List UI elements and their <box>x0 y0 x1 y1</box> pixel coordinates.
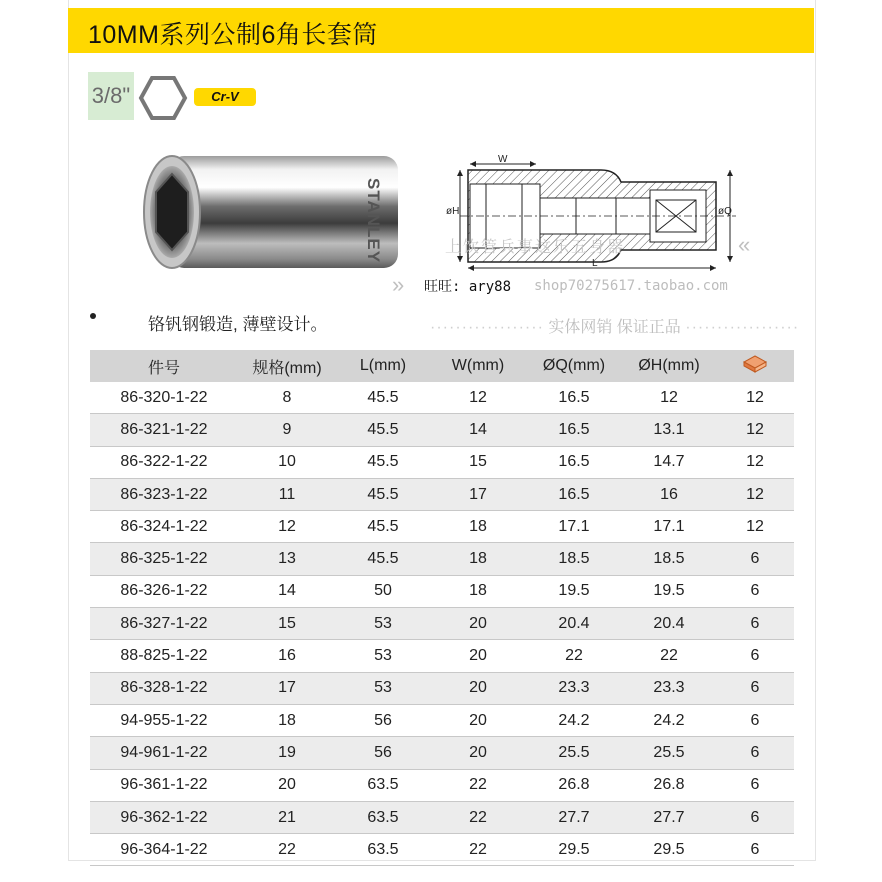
col-header-size: 规格(mm) <box>238 350 336 382</box>
table-cell: 20 <box>430 737 526 769</box>
table-cell: 86-323-1-22 <box>90 478 238 510</box>
table-cell: 86-322-1-22 <box>90 446 238 478</box>
table-cell: 12 <box>716 446 794 478</box>
table-cell: 18.5 <box>622 543 716 575</box>
table-cell: 12 <box>622 382 716 414</box>
table-cell: 16 <box>622 478 716 510</box>
table-cell: 96-362-1-22 <box>90 801 238 833</box>
table-cell: 56 <box>336 737 430 769</box>
diagram-label-w: W <box>498 154 508 165</box>
table-cell: 23.3 <box>622 672 716 704</box>
table-cell: 17 <box>238 672 336 704</box>
table-row <box>90 769 794 801</box>
table-row <box>90 834 794 866</box>
table-cell: 6 <box>716 640 794 672</box>
table-cell: 19.5 <box>622 575 716 607</box>
table-cell: 6 <box>716 704 794 736</box>
table-cell: 29.5 <box>622 834 716 866</box>
table-cell: 13 <box>238 543 336 575</box>
table-row <box>90 414 794 446</box>
watermark-slogan: 实体网销 保证正品 <box>548 319 681 336</box>
table-cell: 15 <box>238 608 336 640</box>
table-cell: 6 <box>716 769 794 801</box>
table-cell: 45.5 <box>336 414 430 446</box>
table-cell: 20 <box>430 704 526 736</box>
table-cell: 18.5 <box>526 543 622 575</box>
table-cell: 20.4 <box>622 608 716 640</box>
table-row <box>90 382 794 414</box>
table-cell: 86-327-1-22 <box>90 608 238 640</box>
table-row <box>90 801 794 833</box>
table-cell: 16.5 <box>526 446 622 478</box>
table-cell: 29.5 <box>526 834 622 866</box>
table-cell: 86-324-1-22 <box>90 511 238 543</box>
table-cell: 45.5 <box>336 543 430 575</box>
table-row <box>90 640 794 672</box>
table-cell: 14.7 <box>622 446 716 478</box>
spec-table <box>90 350 794 866</box>
col-header-width: W(mm) <box>430 350 526 382</box>
drive-size-badge: 3/8" <box>88 72 134 120</box>
table-cell: 63.5 <box>336 769 430 801</box>
table-cell: 6 <box>716 575 794 607</box>
dimension-diagram <box>446 154 746 278</box>
dotted-divider-left: ·················· <box>430 319 544 336</box>
diagram-label-l: L <box>592 258 598 269</box>
table-row <box>90 446 794 478</box>
table-cell: 22 <box>430 801 526 833</box>
wangwang-id: 旺旺: ary88 <box>424 279 512 295</box>
table-row <box>90 575 794 607</box>
table-cell: 20 <box>430 608 526 640</box>
table-cell: 24.2 <box>526 704 622 736</box>
dotted-divider-right: ·················· <box>685 319 800 336</box>
table-body <box>90 382 794 866</box>
table-cell: 22 <box>430 769 526 801</box>
hexagon-icon <box>138 74 188 122</box>
table-row <box>90 543 794 575</box>
socket-photo <box>140 148 410 274</box>
table-cell: 16 <box>238 640 336 672</box>
table-cell: 20 <box>238 769 336 801</box>
table-cell: 20.4 <box>526 608 622 640</box>
table-cell: 26.8 <box>622 769 716 801</box>
col-header-q: ØQ(mm) <box>526 350 622 382</box>
diagram-label-q: øQ <box>718 206 732 217</box>
table-cell: 45.5 <box>336 478 430 510</box>
title-bar <box>68 8 814 53</box>
table-cell: 86-326-1-22 <box>90 575 238 607</box>
table-cell: 86-328-1-22 <box>90 672 238 704</box>
table-cell: 94-955-1-22 <box>90 704 238 736</box>
table-row <box>90 608 794 640</box>
feature-text: 铬钒钢锻造, 薄壁设计。 <box>148 315 328 334</box>
table-cell: 86-321-1-22 <box>90 414 238 446</box>
bullet-icon <box>90 313 96 319</box>
table-cell: 6 <box>716 608 794 640</box>
table-cell: 8 <box>238 382 336 414</box>
table-cell: 18 <box>430 511 526 543</box>
table-cell: 12 <box>430 382 526 414</box>
table-cell: 16.5 <box>526 478 622 510</box>
table-cell: 25.5 <box>622 737 716 769</box>
table-cell: 14 <box>430 414 526 446</box>
table-cell: 22 <box>430 834 526 866</box>
table-row <box>90 511 794 543</box>
table-cell: 12 <box>238 511 336 543</box>
chevron-right-icon: » <box>392 272 405 297</box>
table-cell: 6 <box>716 543 794 575</box>
table-cell: 53 <box>336 608 430 640</box>
table-cell: 53 <box>336 640 430 672</box>
table-cell: 19 <box>238 737 336 769</box>
table-cell: 12 <box>716 382 794 414</box>
table-cell: 14 <box>238 575 336 607</box>
table-cell: 6 <box>716 737 794 769</box>
table-cell: 20 <box>430 672 526 704</box>
table-cell: 17.1 <box>622 511 716 543</box>
table-cell: 20 <box>430 640 526 672</box>
watermark-line-1: 上饮管兵事这乐五身器 <box>445 239 626 256</box>
table-cell: 25.5 <box>526 737 622 769</box>
table-cell: 11 <box>238 478 336 510</box>
table-cell: 63.5 <box>336 801 430 833</box>
table-cell: 45.5 <box>336 382 430 414</box>
col-header-h: ØH(mm) <box>622 350 716 382</box>
table-cell: 27.7 <box>526 801 622 833</box>
chevron-left-icon: « <box>738 232 751 257</box>
table-cell: 22 <box>526 640 622 672</box>
table-cell: 21 <box>238 801 336 833</box>
table-cell: 17 <box>430 478 526 510</box>
col-header-package <box>716 350 794 382</box>
table-cell: 12 <box>716 511 794 543</box>
watermark-line-2 <box>430 314 799 337</box>
table-row <box>90 704 794 736</box>
table-cell: 12 <box>716 414 794 446</box>
table-cell: 18 <box>430 543 526 575</box>
material-badge: Cr-V <box>194 88 256 106</box>
table-row <box>90 737 794 769</box>
table-cell: 24.2 <box>622 704 716 736</box>
table-cell: 27.7 <box>622 801 716 833</box>
table-cell: 19.5 <box>526 575 622 607</box>
table-row <box>90 672 794 704</box>
table-header-row <box>90 350 794 382</box>
table-cell: 18 <box>430 575 526 607</box>
shop-url: shop70275617.taobao.com <box>534 278 728 294</box>
col-header-length: L(mm) <box>336 350 430 382</box>
diagram-label-h: øH <box>446 206 460 217</box>
brand-engraving: STANLEY <box>364 178 383 264</box>
table-cell: 94-961-1-22 <box>90 737 238 769</box>
table-cell: 13.1 <box>622 414 716 446</box>
page-title: 10MM系列公制6角长套筒 <box>88 21 378 49</box>
table-row <box>90 478 794 510</box>
table-cell: 45.5 <box>336 511 430 543</box>
table-cell: 56 <box>336 704 430 736</box>
table-cell: 22 <box>622 640 716 672</box>
table-cell: 23.3 <box>526 672 622 704</box>
table-cell: 86-320-1-22 <box>90 382 238 414</box>
table-cell: 16.5 <box>526 414 622 446</box>
table-cell: 6 <box>716 672 794 704</box>
table-cell: 96-364-1-22 <box>90 834 238 866</box>
table-cell: 96-361-1-22 <box>90 769 238 801</box>
table-cell: 10 <box>238 446 336 478</box>
table-cell: 9 <box>238 414 336 446</box>
table-cell: 12 <box>716 478 794 510</box>
table-cell: 88-825-1-22 <box>90 640 238 672</box>
package-icon <box>743 355 767 373</box>
table-cell: 50 <box>336 575 430 607</box>
table-cell: 16.5 <box>526 382 622 414</box>
table-cell: 6 <box>716 801 794 833</box>
table-cell: 18 <box>238 704 336 736</box>
table-cell: 6 <box>716 834 794 866</box>
table-cell: 63.5 <box>336 834 430 866</box>
col-header-part-no: 件号 <box>90 350 238 382</box>
table-cell: 17.1 <box>526 511 622 543</box>
table-cell: 15 <box>430 446 526 478</box>
table-cell: 53 <box>336 672 430 704</box>
table-cell: 45.5 <box>336 446 430 478</box>
table-cell: 26.8 <box>526 769 622 801</box>
table-cell: 86-325-1-22 <box>90 543 238 575</box>
table-cell: 22 <box>238 834 336 866</box>
